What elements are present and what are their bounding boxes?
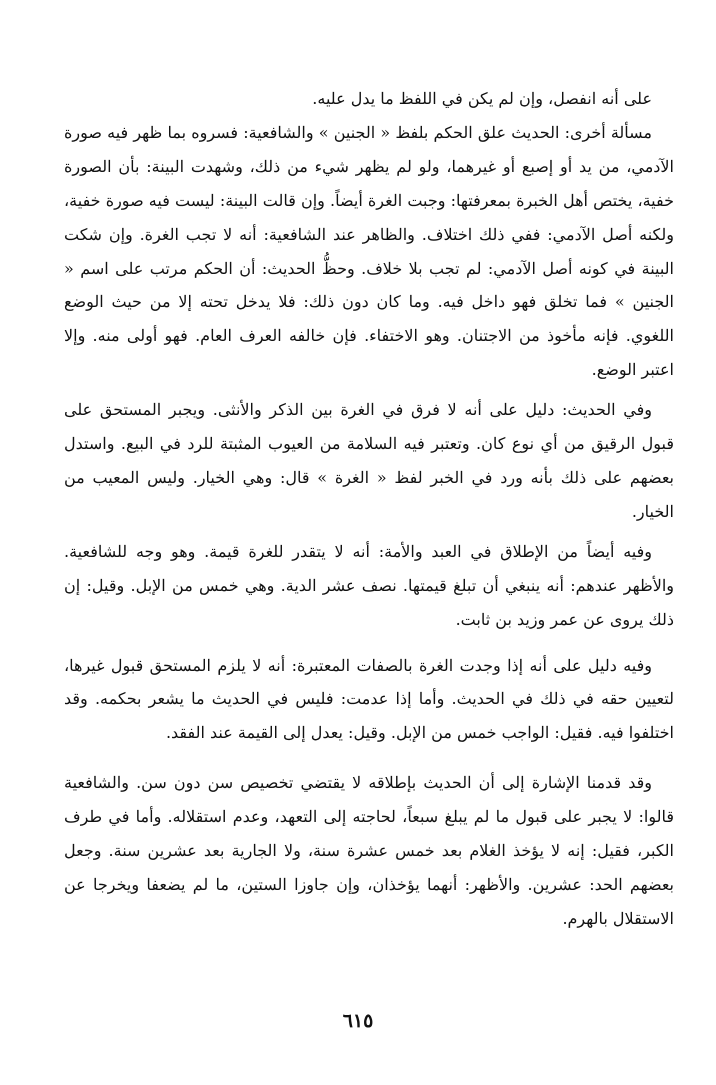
paragraph-2: مسألة أخرى: الحديث علق الحكم بلفظ « الجنين » والشافعية: فسروه بما ظهر فيه صورة الآدمي، من يد أو إصبع أو غيرهما، ولو لم يظهر شيء من ذلك، وشهدت البينة: بأن الصورة خفية، يختص أهل الخبرة بمعرفتها: وجبت الغرة أيضاً. وإن قالت البينة: ليست فيه صورة خفية، ولكنه أصل الآدمي: ففي ذلك اختلاف. والظاهر عند الشافعية: أنه لا تجب الغرة. وإن شكت البينة في كونه أصل الآدمي: لم تجب بلا خلاف. وحظُّ الحديث: أن الحكم مرتب على اسم « الجنين » فما تخلق فهو داخل فيه. وما كان دون ذلك: فلا يدخل تحته إلا من حيث الوضع اللغوي. فإنه مأخوذ من الاجتنان. وهو الاختفاء. فإن خالفه العرف العام. فهو أولى منه. وإلا اعتبر الوضع. [64,122,675,380]
paragraph-6: وقد قدمنا الإشارة إلى أن الحديث بإطلاقه لا يقتضي تخصيص سن دون سن. والشافعية قالوا: لا يجبر على قبول ما لم يبلغ سبعاً، لحاجته إلى التعهد، وعدم استقلاله. وأما في طرف الكبر، فقيل: إنه لا يؤخذ الغلام بعد خمس عشرة سنة، ولا الجارية بعد عشرين سنة. وجعل بعضهم الحد: عشرين. والأظهر: أنهما يؤخذان، وإن جاوزا الستين، ما لم يضعفا ويخرجا عن الاستقلال بالهرم. [64,773,674,928]
body-text [64,82,674,936]
paragraph-1: على أنه انفصل، وإن لم يكن في اللفظ ما يدل عليه. [312,89,652,108]
paragraph-3: وفي الحديث: دليل على أنه لا فرق في الغرة بين الذكر والأنثى. ويجبر المستحق على قبول الرقيق من أي نوع كان. وتعتبر فيه السلامة من العيوب المثبتة للرد في البيع. واستدل بعضهم على ذلك بأنه ورد في الخبر لفظ « الغرة » قال: وهي الخيار. وليس المعيب من الخيار. [64,400,674,521]
paragraph-5: وفيه دليل على أنه إذا وجدت الغرة بالصفات المعتبرة: أنه لا يلزم المستحق قبول غيرها، لتعيين حقه في ذلك في الحديث. وأما إذا عدمت: فليس في الحديث ما يشعر بحكمه. وقد اختلفوا فيه. فقيل: الواجب خمس من الإبل. وقيل: يعدل إلى القيمة عند الفقد. [64,655,674,743]
paragraph-4: وفيه أيضاً من الإطلاق في العبد والأمة: أنه لا يتقدر للغرة قيمة. وهو وجه للشافعية. والأظهر عندهم: أنه ينبغي أن تبلغ قيمتها. نصف عشر الدية. وهي خمس من الإبل. وقيل: إن ذلك يروى عن عمر وزيد بن ثابت. [64,541,674,629]
page-number: ٦١٥ [342,1010,374,1032]
